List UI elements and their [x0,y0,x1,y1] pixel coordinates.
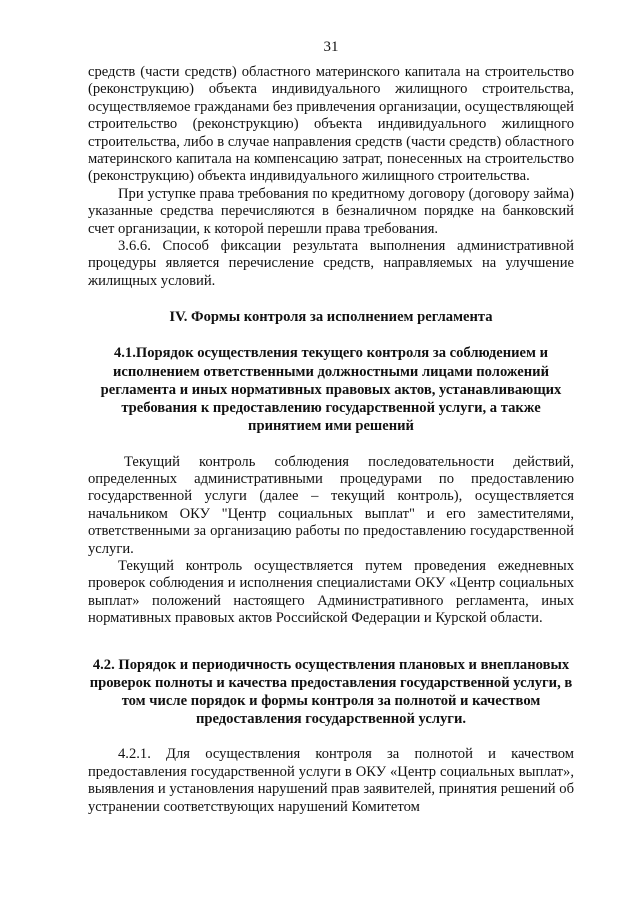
page-number: 31 [323,39,339,55]
document-page [88,38,574,816]
section-title: IV. Формы контроля за исполнением регламента [169,309,493,326]
paragraph-assignment: При уступке права требования по кредитному договору (договору займа) указанные средства перечисляются в безналичном порядке на банковский счет организации, к которой перешли права требования. [88,185,574,237]
paragraph-3-6-6: 3.6.6. Способ фиксации результата выполнения административной процедуры является перечисление средств, направляемых на улучшение жилищных условий. [88,238,574,289]
subsection-4-2-title: 4.2. Порядок и периодичность осуществления плановых и внеплановых проверок полноты и качества предоставления государственной услуги, в том числе порядок и формы контроля за полнотой и качеством предоставления государственной услуги. [89,656,573,728]
paragraph-daily-checks: Текущий контроль осуществляется путем проведения ежедневных проверок соблюдения и исполнения специалистами ОКУ «Центр социальных выплат» положений настоящего Административного регламента, иных нормативных правовых актов Российской Федерации и Курской области. [88,557,574,627]
subsection-4-1-title: 4.1.Порядок осуществления текущего контроля за соблюдением и исполнением ответственными должностными лицами положений регламента и иных нормативных правовых актов, устанавливающих требования к предоставлению государственной услуги, а также принятием ими решений [100,345,562,435]
paragraph-continuation: средств (части средств) областного материнского капитала на строительство (реконструкцию) объекта индивидуального жилищного строительства, осуществляемое гражданами без привлечения организации, осуществляющей строительство (реконструкцию) объекта индивидуального жилищного строительства, либо в случае направления средств (части средств) областного материнского капитала на компенсацию затрат, понесенных на строительство (реконструкцию) объекта индивидуального жилищного строительства. [88,64,574,185]
paragraph-4-2-1: 4.2.1. Для осуществления контроля за полнотой и качеством предоставления государственной услуги в ОКУ «Центр социальных выплат», выявления и установления нарушений прав заявителей, принятия решений об устранении соответствующих нарушений Комитетом [88,746,574,815]
paragraph-current-control: Текущий контроль соблюдения последовательности действий, определенных административными процедурами по предоставлению государственной услуги (далее – текущий контроль), осуществляется начальником ОКУ "Центр социальных выплат" и его заместителями, ответственными за организацию работы по предоставлению государственной услуги. [88,453,574,557]
